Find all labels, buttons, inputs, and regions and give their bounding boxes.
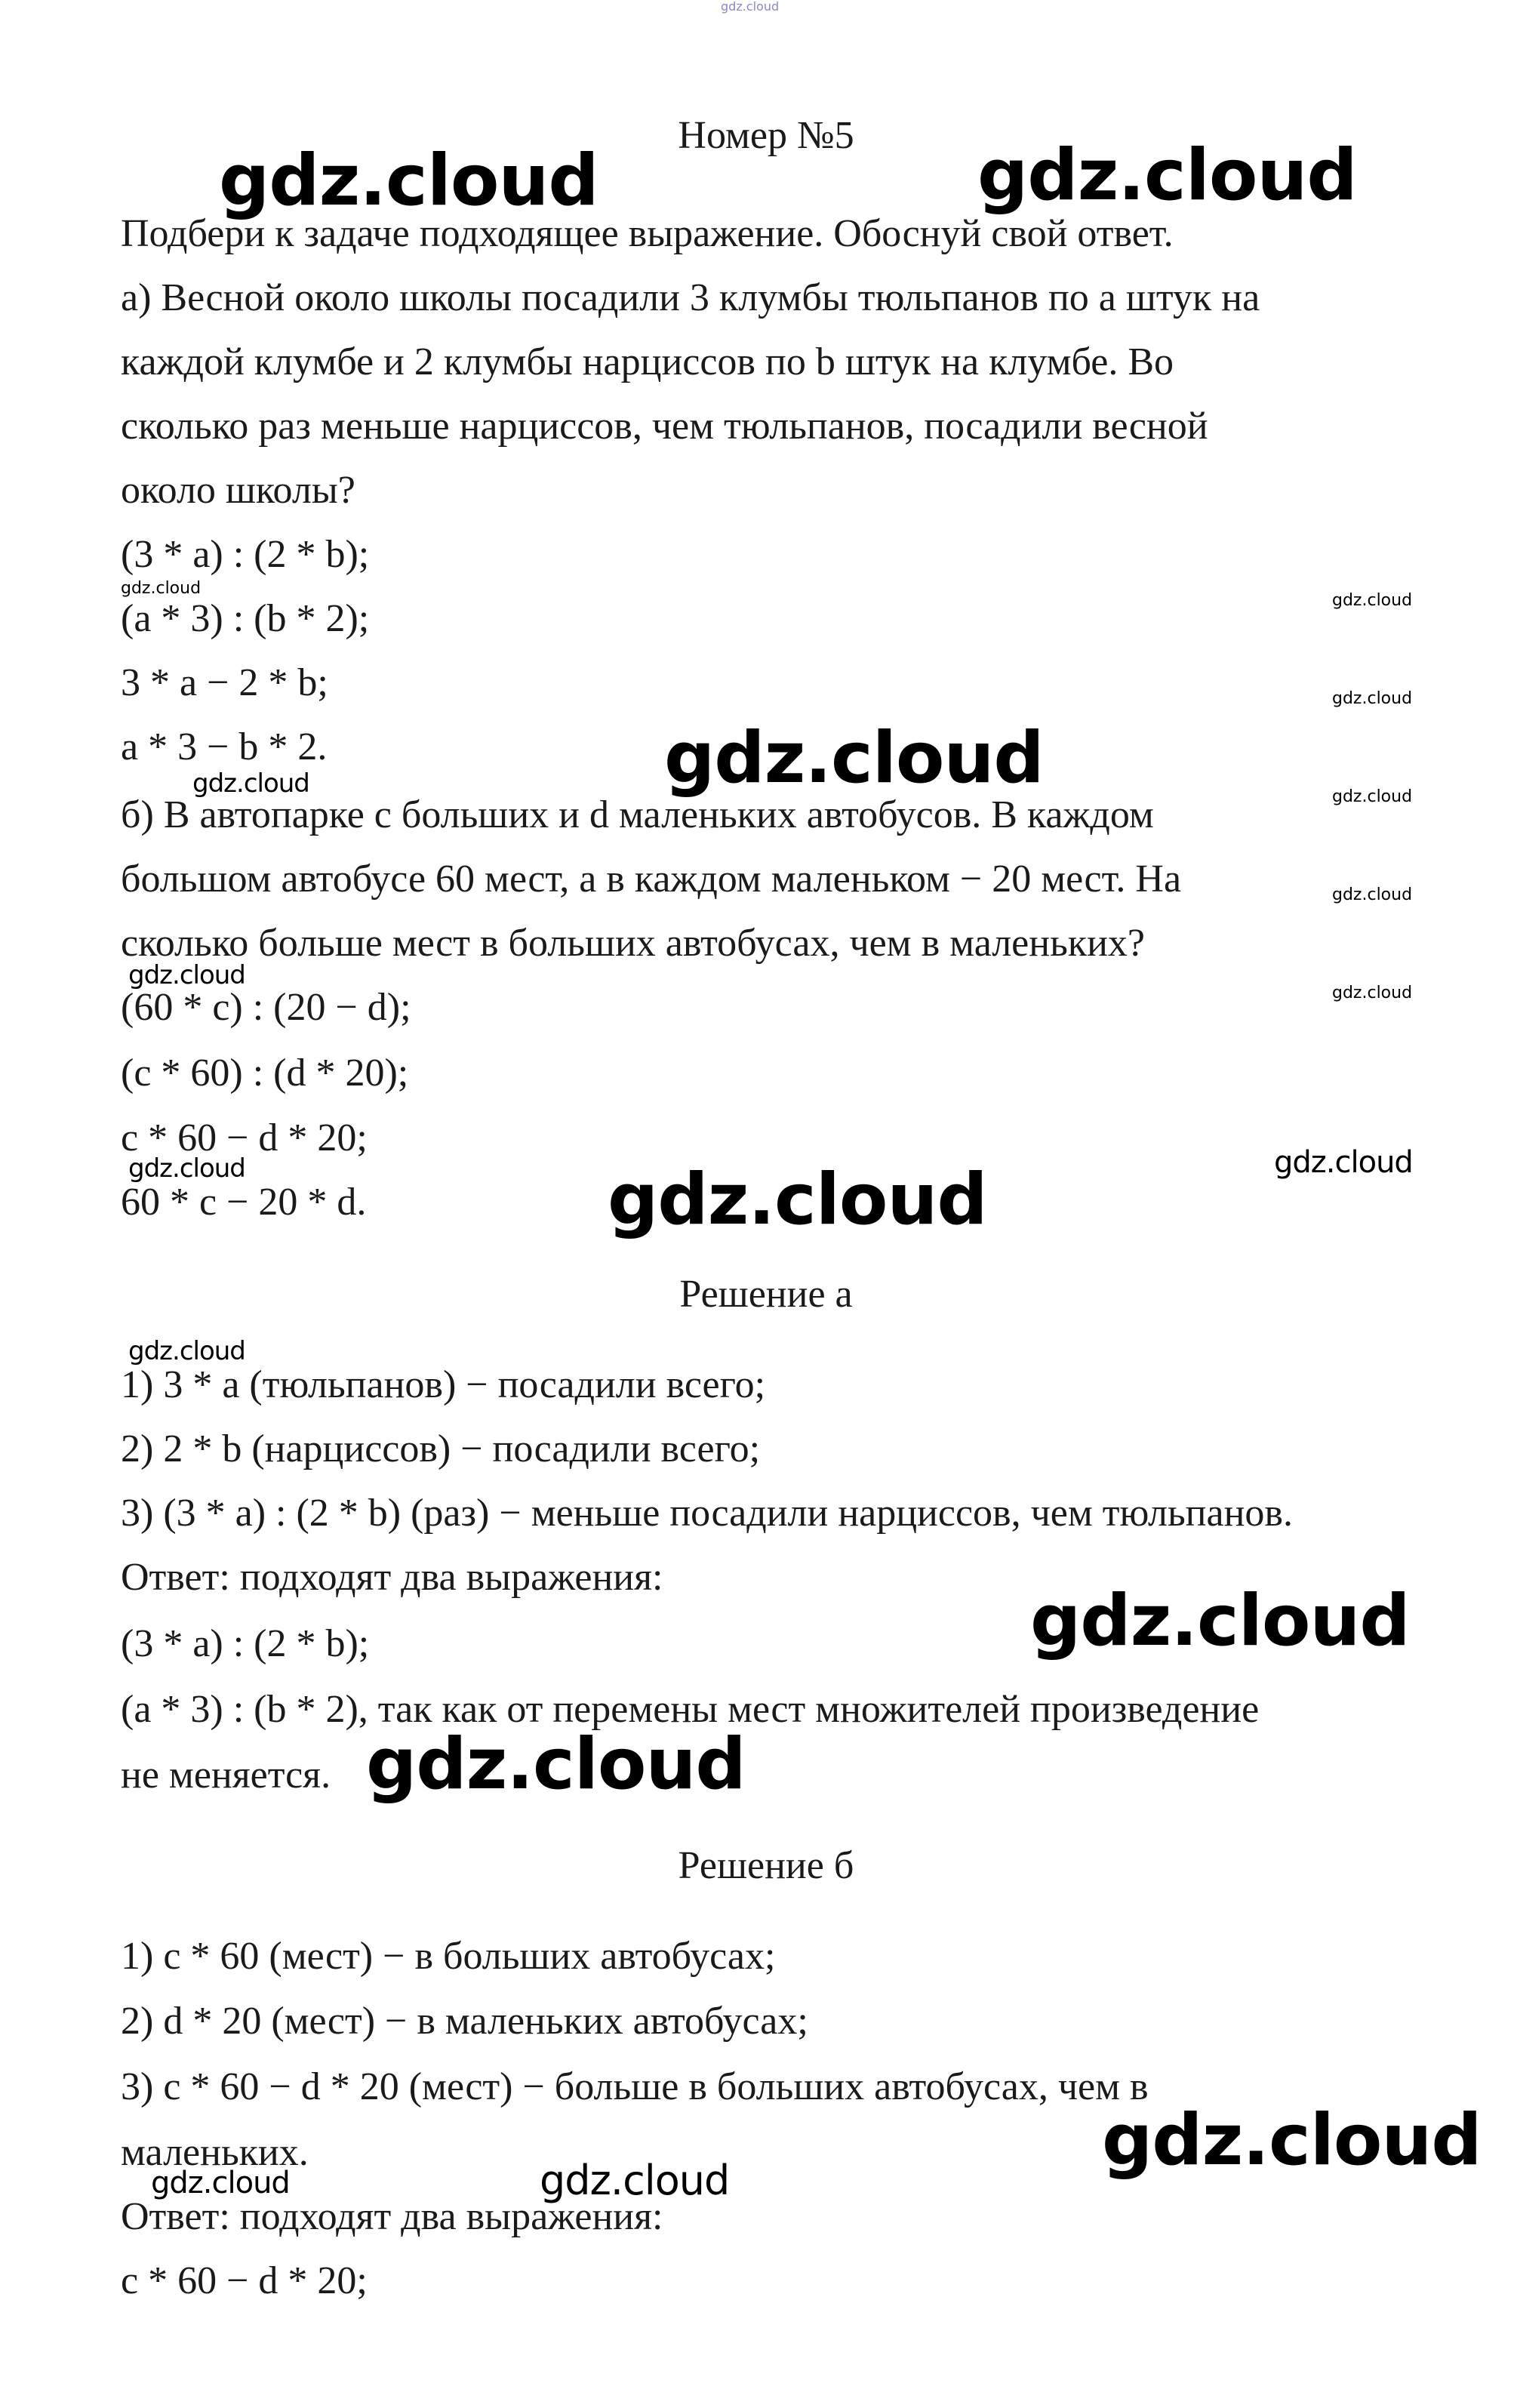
watermark: gdz.cloud	[219, 140, 598, 222]
solution-b-heading: Решение б	[678, 1844, 854, 1887]
solution-a-answer: Ответ: подходят два выражения:	[121, 1556, 663, 1599]
task-a-option: 3 * a − 2 * b;	[121, 661, 328, 704]
solution-a-step: 3) (3 * a) : (2 * b) (раз) − меньше посадили нарциссов, чем тюльпанов.	[121, 1492, 1293, 1535]
watermark: gdz.cloud	[1102, 2099, 1482, 2182]
task-a-line: а) Весной около школы посадили 3 клумбы тюльпанов по а штук на	[121, 276, 1260, 319]
watermark: gdz.cloud	[1332, 787, 1413, 806]
watermark: gdz.cloud	[977, 134, 1357, 217]
task-a-option: (a * 3) : (b * 2);	[121, 597, 370, 640]
task-a-line: каждой клумбе и 2 клумбы нарциссов по b штук на клумбе. Во	[121, 340, 1174, 383]
watermark: gdz.cloud	[128, 1336, 245, 1366]
watermark: gdz.cloud	[128, 1153, 245, 1184]
task-b-option: 60 * c − 20 * d.	[121, 1181, 367, 1224]
task-b-line: сколько больше мест в больших автобусах, чем в маленьких?	[121, 922, 1145, 965]
solution-a-answer-line: (3 * a) : (2 * b);	[121, 1622, 370, 1665]
solution-b-step: 1) c * 60 (мест) − в больших автобусах;	[121, 1935, 776, 1978]
watermark: gdz.cloud	[1332, 984, 1413, 1002]
solution-a-step: 1) 3 * a (тюльпанов) − посадили всего;	[121, 1363, 766, 1406]
watermark: gdz.cloud	[540, 2157, 730, 2204]
watermark: gdz.cloud	[721, 0, 780, 14]
solution-b-answer: Ответ: подходят два выражения:	[121, 2195, 663, 2238]
watermark: gdz.cloud	[1030, 1580, 1410, 1662]
solution-a-answer-line: (a * 3) : (b * 2), так как от перемены мест множителей произведение	[121, 1688, 1260, 1731]
watermark: gdz.cloud	[608, 1159, 987, 1241]
task-b-option: c * 60 − d * 20;	[121, 1116, 368, 1159]
solution-a-answer-line: не меняется.	[121, 1754, 331, 1797]
solution-b-step: 2) d * 20 (мест) − в маленьких автобусах;	[121, 2000, 808, 2043]
page-title: Номер №5	[678, 114, 854, 157]
watermark: gdz.cloud	[366, 1723, 746, 1806]
watermark: gdz.cloud	[192, 768, 309, 799]
solution-a-step: 2) 2 * b (нарциссов) − посадили всего;	[121, 1427, 761, 1470]
watermark: gdz.cloud	[664, 717, 1044, 799]
solution-a-heading: Решение а	[679, 1273, 853, 1316]
watermark: gdz.cloud	[128, 960, 245, 990]
task-a-option: (3 * a) : (2 * b);	[121, 533, 370, 576]
solution-b-answer-line: c * 60 − d * 20;	[121, 2259, 368, 2302]
task-b-option: (60 * c) : (20 − d);	[121, 986, 411, 1029]
watermark: gdz.cloud	[1332, 885, 1413, 904]
task-b-option: (c * 60) : (d * 20);	[121, 1052, 409, 1095]
task-a-line: сколько раз меньше нарциссов, чем тюльпанов, посадили весной	[121, 405, 1208, 448]
task-b-line: б) В автопарке с больших и d маленьких автобусов. В каждом	[121, 793, 1154, 836]
solution-b-step: маленьких.	[121, 2131, 309, 2174]
watermark: gdz.cloud	[1274, 1145, 1413, 1180]
task-a-option: a * 3 − b * 2.	[121, 725, 328, 768]
task-intro: Подбери к задаче подходящее выражение. Обоснуй свой ответ.	[121, 212, 1174, 255]
task-a-line: около школы?	[121, 469, 355, 512]
watermark: gdz.cloud	[151, 2166, 290, 2200]
watermark: gdz.cloud	[121, 579, 202, 598]
watermark: gdz.cloud	[1332, 591, 1413, 610]
watermark: gdz.cloud	[1332, 689, 1413, 708]
solution-b-step: 3) c * 60 − d * 20 (мест) − больше в больших автобусах, чем в	[121, 2065, 1149, 2108]
task-b-line: большом автобусе 60 мест, а в каждом маленьком − 20 мест. На	[121, 858, 1182, 901]
